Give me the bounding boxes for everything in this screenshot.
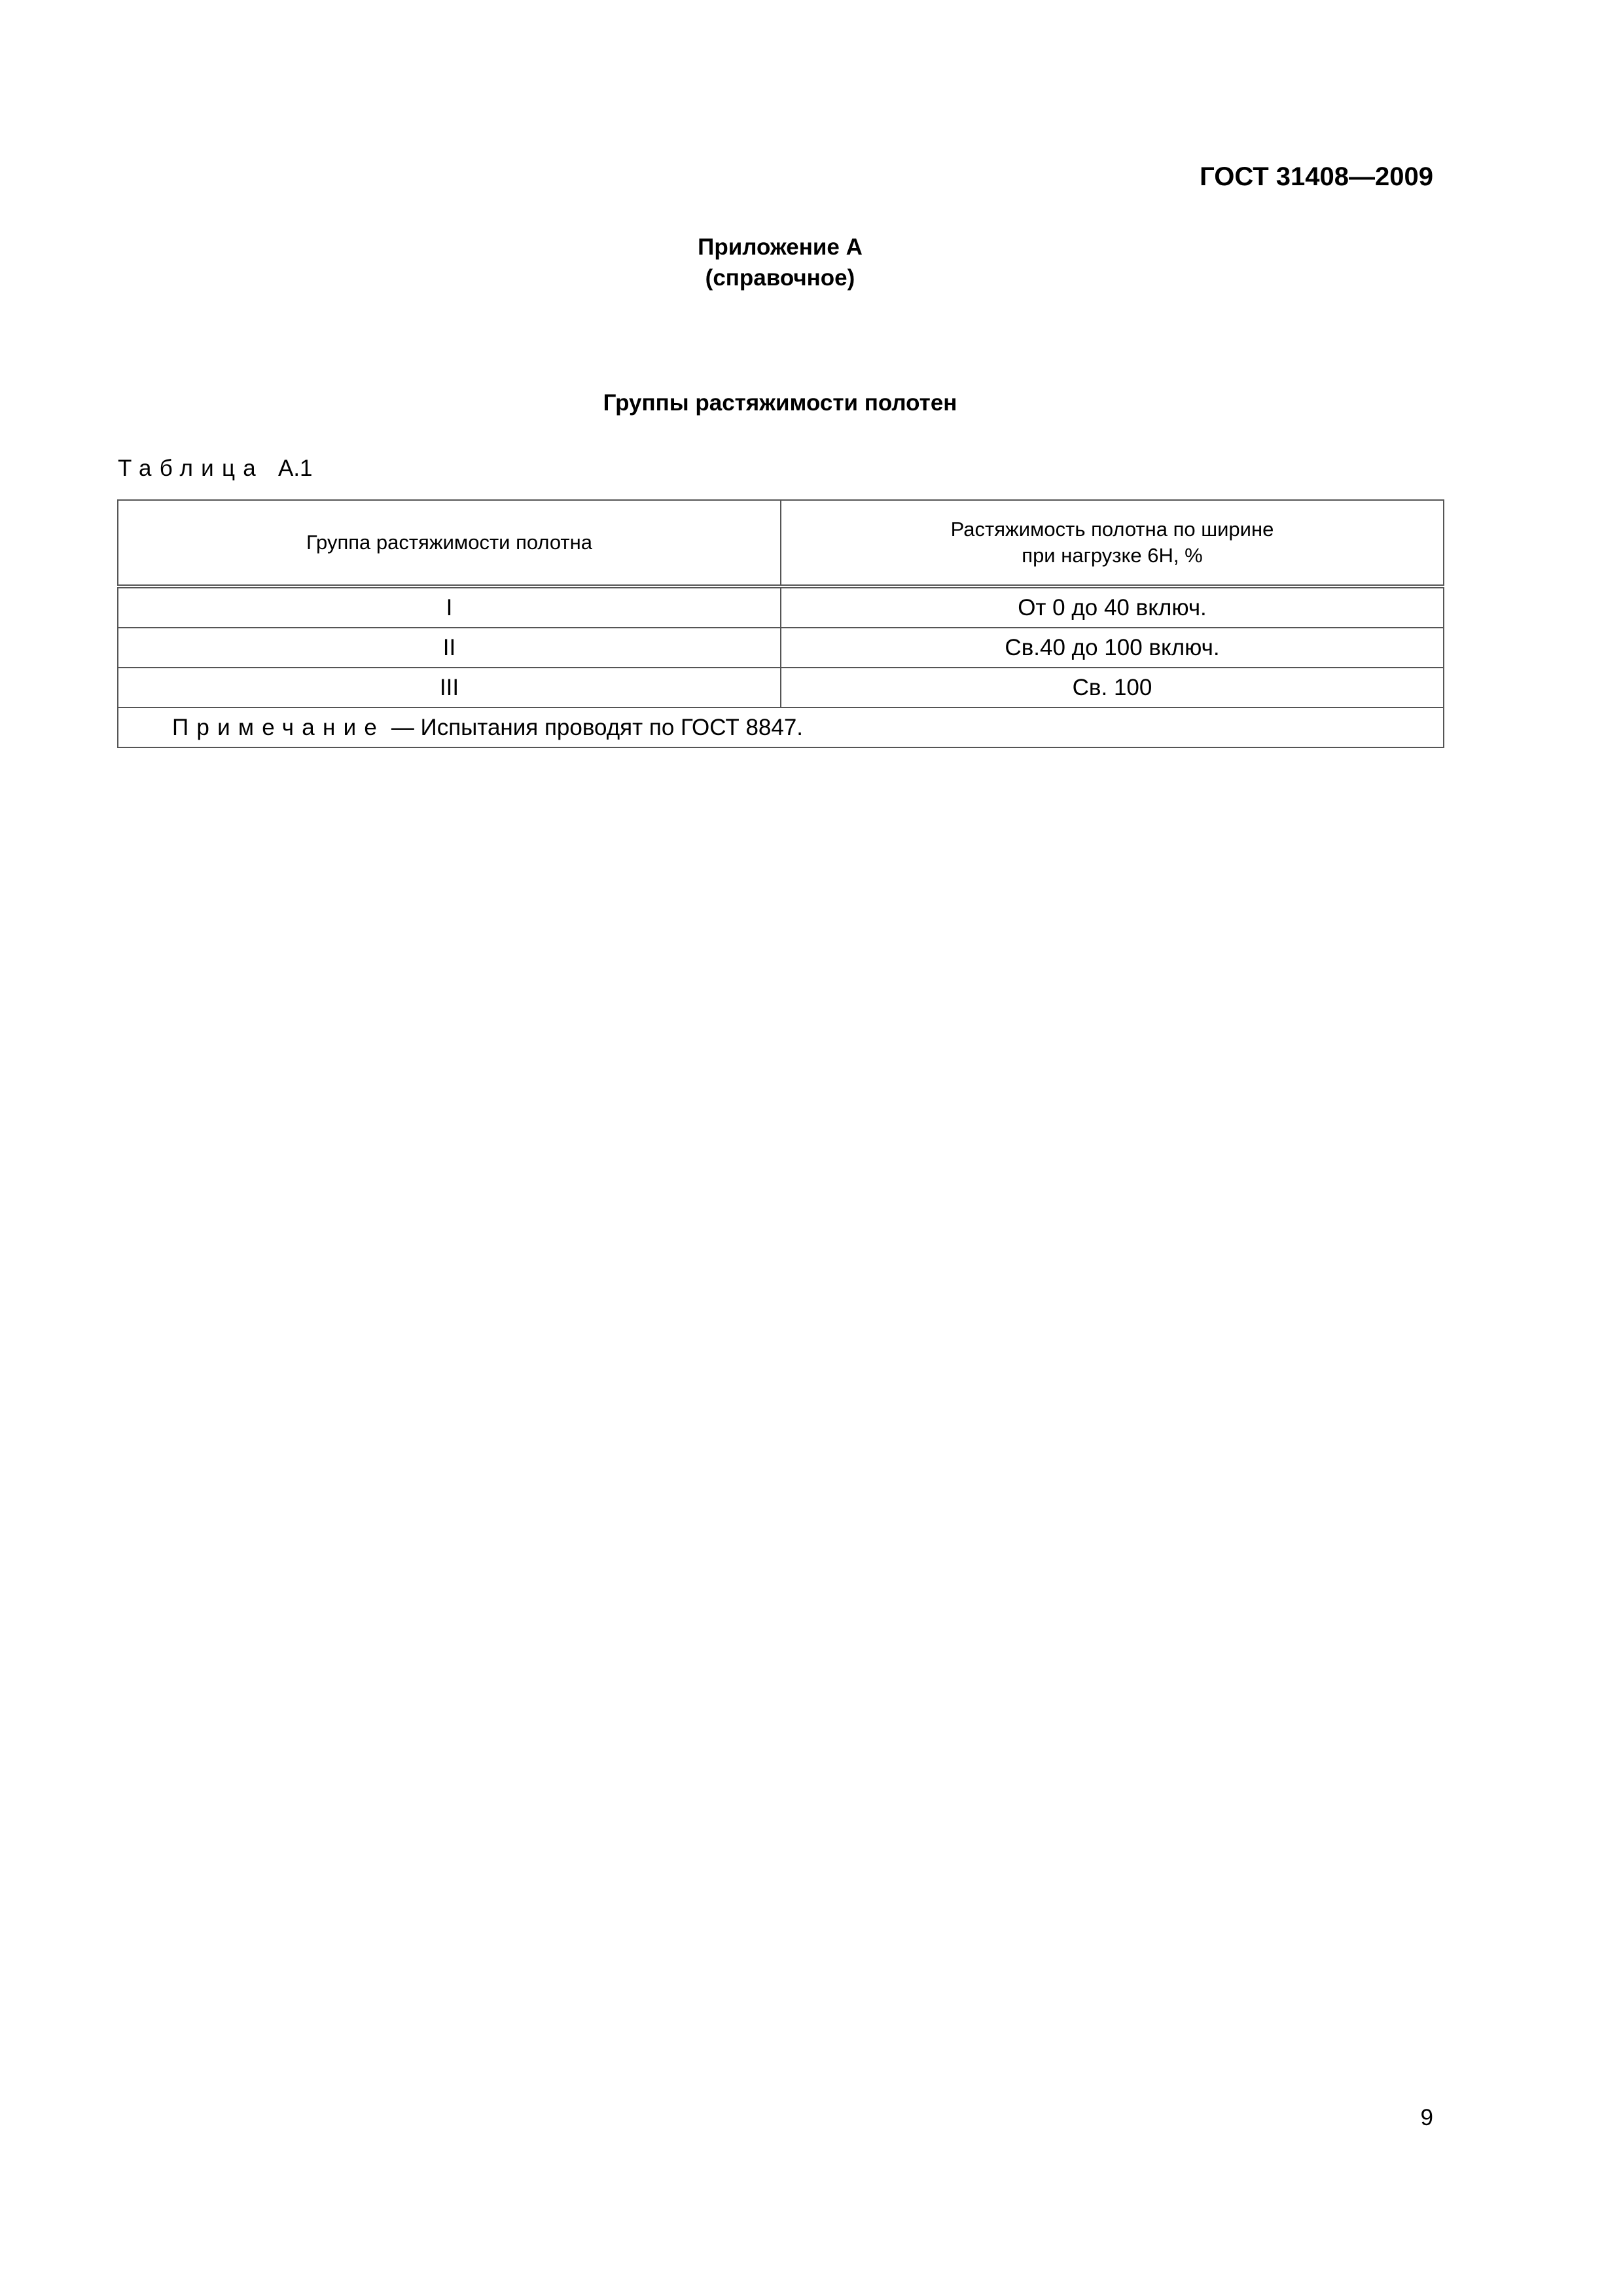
cell-group: II xyxy=(118,628,781,668)
table-caption-number: А.1 xyxy=(277,456,313,481)
table-row xyxy=(118,586,1444,628)
appendix-type: (справочное) xyxy=(705,265,855,291)
appendix-heading xyxy=(0,232,1560,293)
note-label: Примечание xyxy=(172,714,385,740)
cell-stretch: Св. 100 xyxy=(781,668,1444,708)
table-caption xyxy=(118,453,313,484)
table-row xyxy=(118,668,1444,708)
table-note-row xyxy=(118,708,1444,747)
header-stretch-line-2: при нагрузке 6Н, % xyxy=(1022,544,1203,567)
document-code: ГОСТ 31408—2009 xyxy=(1200,162,1433,191)
page-number: 9 xyxy=(1420,2105,1433,2130)
header-stretch xyxy=(781,500,1444,586)
cell-group: III xyxy=(118,668,781,708)
appendix-title: Приложение А xyxy=(698,234,863,260)
table-note xyxy=(118,708,1444,747)
cell-stretch: От 0 до 40 включ. xyxy=(781,586,1444,628)
cell-group: I xyxy=(118,586,781,628)
section-title: Группы растяжимости полотен xyxy=(603,390,957,416)
stretch-groups-table xyxy=(117,499,1444,748)
table-row xyxy=(118,628,1444,668)
table-caption-word: Таблица xyxy=(118,456,264,481)
header-stretch-line-1: Растяжимость полотна по ширине xyxy=(950,518,1274,541)
note-text: — Испытания проводят по ГОСТ 8847. xyxy=(385,714,804,740)
cell-stretch: Св.40 до 100 включ. xyxy=(781,628,1444,668)
header-group: Группа растяжимости полотна xyxy=(118,500,781,586)
table-header-row xyxy=(118,500,1444,586)
